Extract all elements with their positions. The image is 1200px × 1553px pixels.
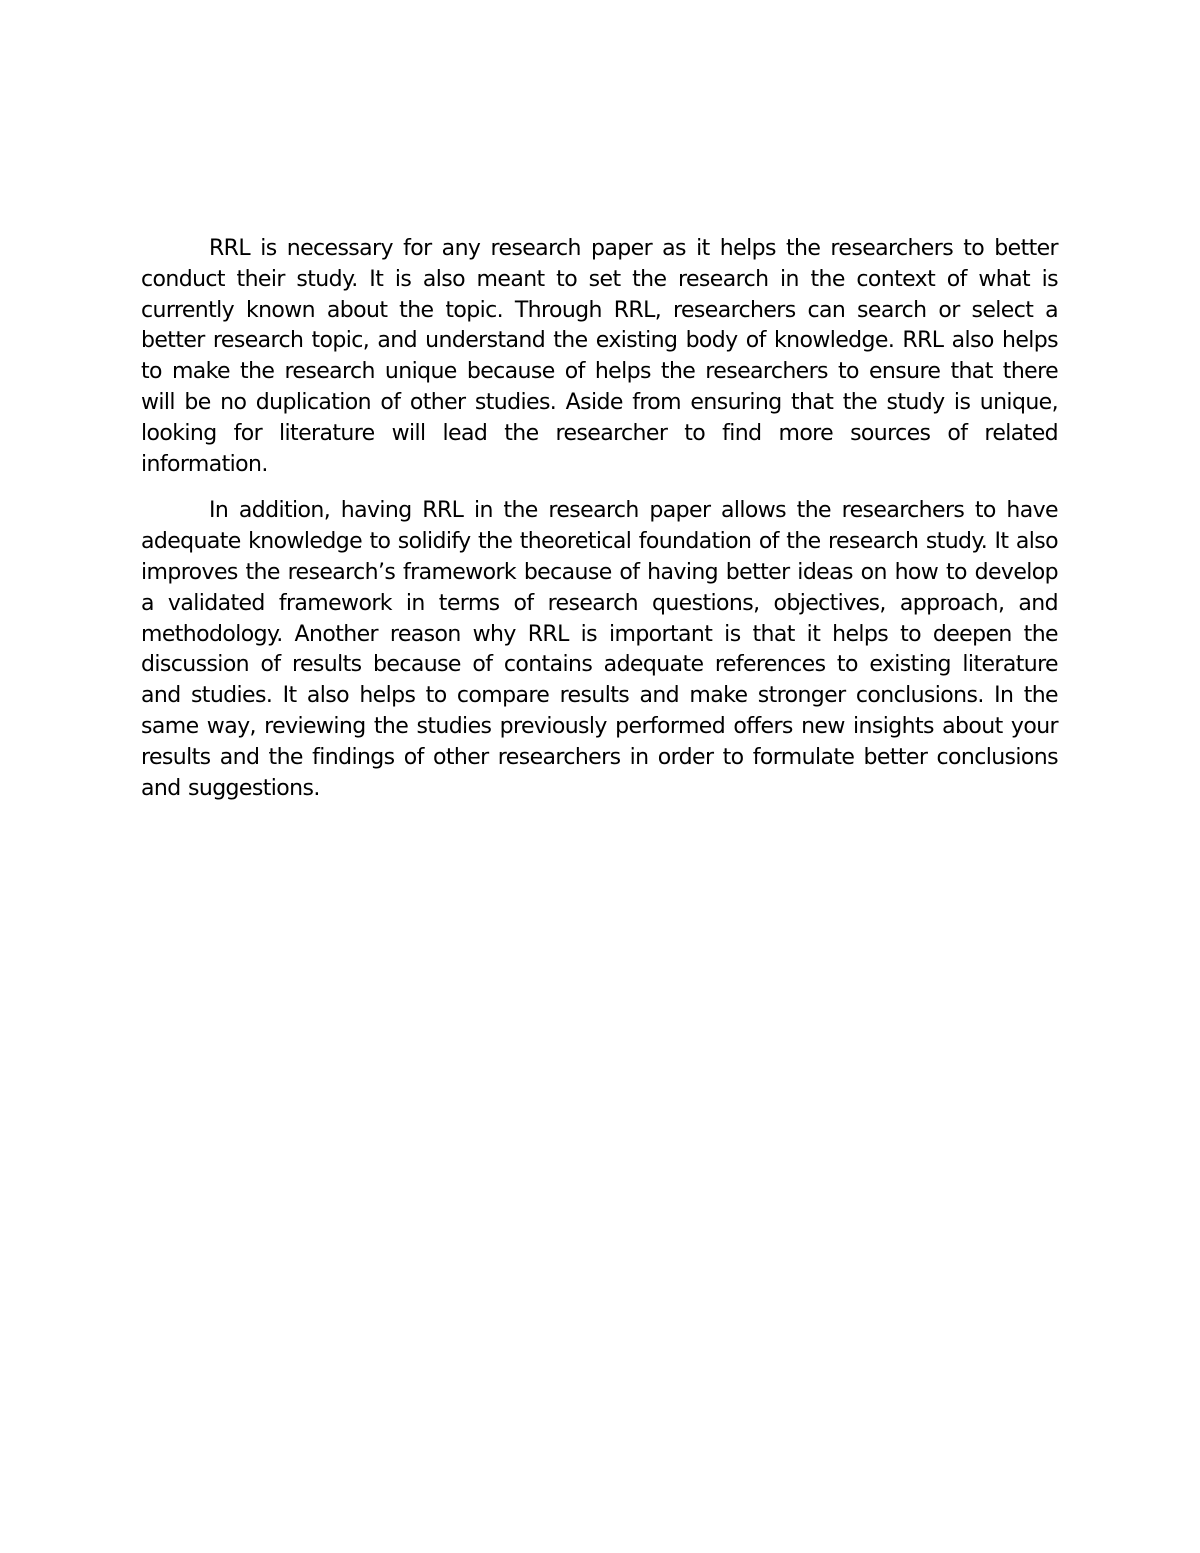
document-body bbox=[141, 234, 1058, 820]
paragraph-1: RRL is necessary for any research paper as it helps the researchers to better conduct their study. It is also meant to set the research in the context of what is currently known about the topic. Through RRL, researchers can search or select a better research topic, and understand the existing body of knowledge. RRL also helps to make the research unique because of helps the researchers to ensure that there will be no duplication of other studies. Aside from ensuring that the study is unique, looking for literature will lead the researcher to find more sources of related information. bbox=[141, 236, 1058, 477]
paragraph-2: In addition, having RRL in the research paper allows the researchers to have adequate knowledge to solidify the theoretical foundation of the research study. It also improves the research’s framework because of having better ideas on how to develop a validated framework in terms of research questions, objectives, approach, and methodology. Another reason why RRL is important is that it helps to deepen the discussion of results because of contains adequate references to existing literature and studies. It also helps to compare results and make stronger conclusions. In the same way, reviewing the studies previously performed offers new insights about your results and the findings of other researchers in order to formulate better conclusions and suggestions. bbox=[141, 498, 1058, 801]
